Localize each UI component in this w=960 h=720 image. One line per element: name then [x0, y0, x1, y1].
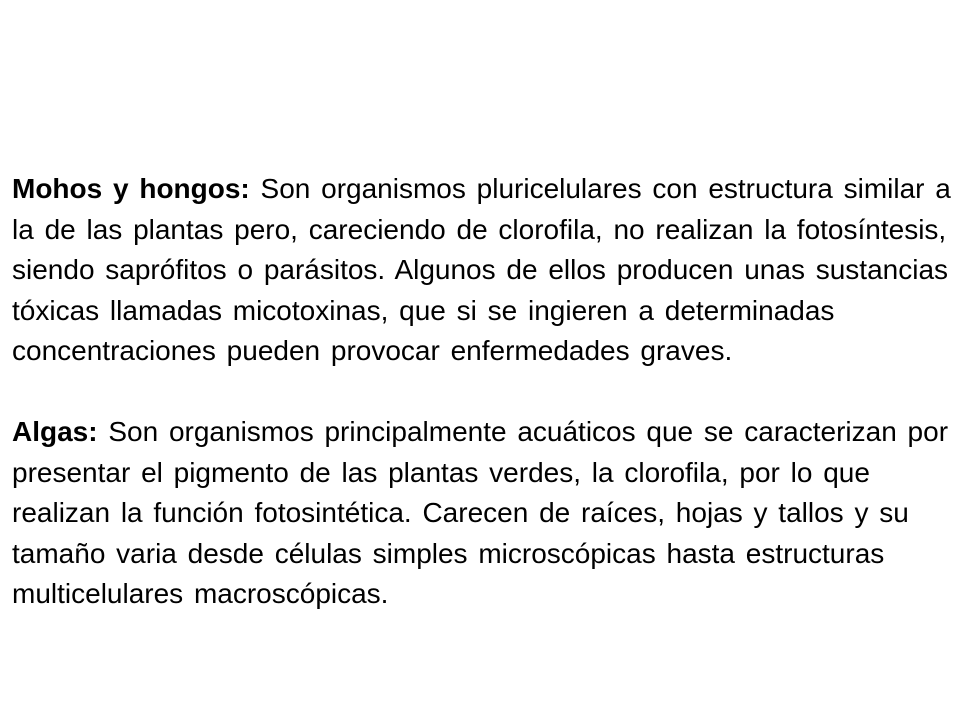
definition-algas: Son organismos principalmente acuáticos que se caracterizan por presentar el pigmento de las plantas verdes, la clorofila, por lo que realizan la función fotosintética. Carecen de raíces, hojas y tallos y su tamaño varia desde células simples microscópicas hasta estructuras multicelulares macroscópicas.: [12, 416, 949, 609]
term-mohos-y-hongos: Mohos y hongos:: [12, 173, 250, 204]
term-algas: Algas:: [12, 416, 98, 447]
paragraph-algas: [12, 412, 952, 615]
paragraph-mohos-y-hongos: [12, 169, 952, 372]
body-text: [12, 169, 952, 615]
definition-mohos-y-hongos: Son organismos pluricelulares con estructura similar a la de las plantas pero, careciendo de clorofila, no realizan la fotosíntesis, siendo saprófitos o parásitos. Algunos de ellos producen unas sustancias tóxicas llamadas micotoxinas, que si se ingieren a determinadas concentraciones pueden provocar enfermedades graves.: [12, 173, 951, 366]
